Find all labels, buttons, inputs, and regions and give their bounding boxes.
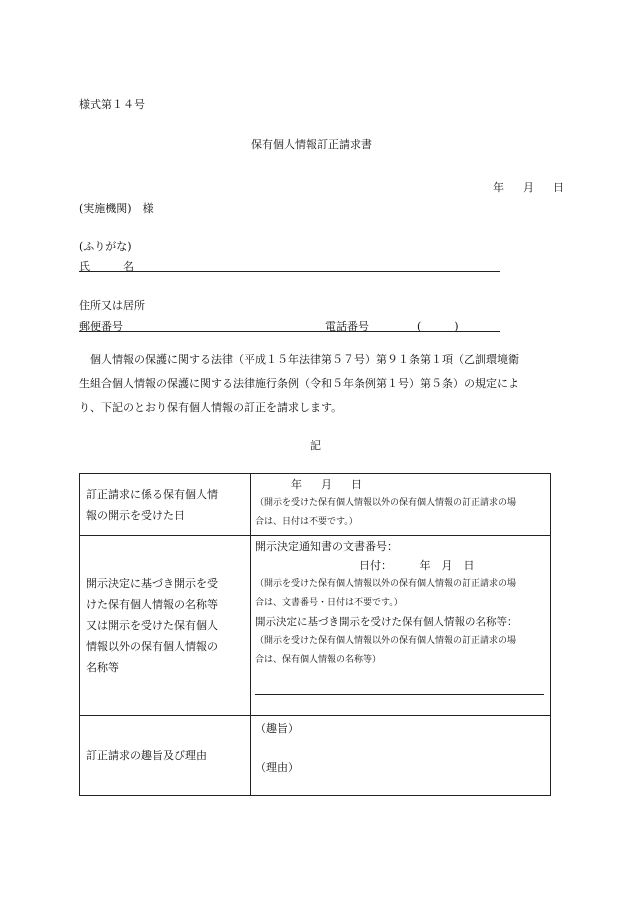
note-line: 合は、文書番号・日付は不要です。） xyxy=(255,598,403,608)
note-line: （開示を受けた保有個人情報以外の保有個人情報の訂正請求の場 xyxy=(255,498,517,508)
label-line: 開示決定に基づき開示を受 xyxy=(86,577,218,590)
postal-label: 郵便番号 xyxy=(79,320,123,333)
address-label: 住所又は居所 xyxy=(79,299,145,312)
address-underline xyxy=(79,331,500,332)
disclosure-date: 年 月 日 xyxy=(291,478,366,491)
request-paragraph xyxy=(79,348,551,420)
paragraph-line: り、下記のとおり保有個人情報の訂正を請求します。 xyxy=(79,401,343,414)
name-label: 氏 名 xyxy=(79,260,134,273)
phone-label: 電話番号 xyxy=(325,320,369,333)
label-line: 名称等 xyxy=(86,661,119,674)
purpose-label: （趣旨） xyxy=(255,722,299,735)
label-disclosed-info xyxy=(80,536,251,716)
note-line: （開示を受けた保有個人情報以外の保有個人情報の訂正請求の場 xyxy=(255,636,517,646)
date-line: 年 月 日 xyxy=(493,181,568,194)
name-underline xyxy=(79,271,500,272)
label-line: 報の開示を受けた日 xyxy=(86,508,185,522)
ki-heading: 記 xyxy=(310,439,321,452)
reason-label: （理由） xyxy=(255,761,299,774)
label-line: 情報以外の保有個人情報の xyxy=(86,640,218,653)
label-line: 又は開示を受けた保有個人 xyxy=(86,619,218,632)
info-name-underline xyxy=(255,694,544,695)
note-line: （開示を受けた保有個人情報以外の保有個人情報の訂正請求の場 xyxy=(255,579,517,589)
label-line: 訂正請求に係る保有個人情 xyxy=(86,487,218,501)
doc-number-label: 開示決定通知書の文書番号： xyxy=(255,540,398,553)
table-row-disclosure-date xyxy=(80,474,551,536)
notice-date-label: 日付： 年 月 日 xyxy=(359,559,475,572)
label-line: けた保有個人情報の名称等 xyxy=(86,598,218,611)
value-disclosed-info xyxy=(251,536,551,716)
phone-paren: ( ) xyxy=(417,320,459,333)
paragraph-line: 生組合個人情報の保護に関する法律施行条例（令和５年条例第１号）第５条）の規定によ xyxy=(79,377,519,390)
request-table xyxy=(79,473,551,796)
info-name-label: 開示決定に基づき開示を受けた保有個人情報の名称等： xyxy=(255,616,518,628)
furigana-label: (ふりがな) xyxy=(79,240,132,253)
note-line: 合は、保有個人情報の名称等） xyxy=(255,655,382,665)
note-line: 合は、日付は不要です。） xyxy=(255,517,358,527)
document-title: 保有個人情報訂正請求書 xyxy=(251,138,372,151)
form-number: 様式第１４号 xyxy=(79,98,145,111)
paragraph-line: 個人情報の保護に関する法律（平成１５年法律第５７号）第９１条第１項（乙訓環境衛 xyxy=(79,353,519,366)
addressee: (実施機関) 様 xyxy=(79,202,154,215)
table-row-disclosed-info xyxy=(80,536,551,716)
label-disclosure-date xyxy=(80,474,251,536)
table-row-purpose-reason xyxy=(80,716,551,796)
value-disclosure-date xyxy=(251,474,551,536)
value-purpose-reason xyxy=(251,716,551,796)
label-purpose-reason: 訂正請求の趣旨及び理由 xyxy=(80,716,251,796)
